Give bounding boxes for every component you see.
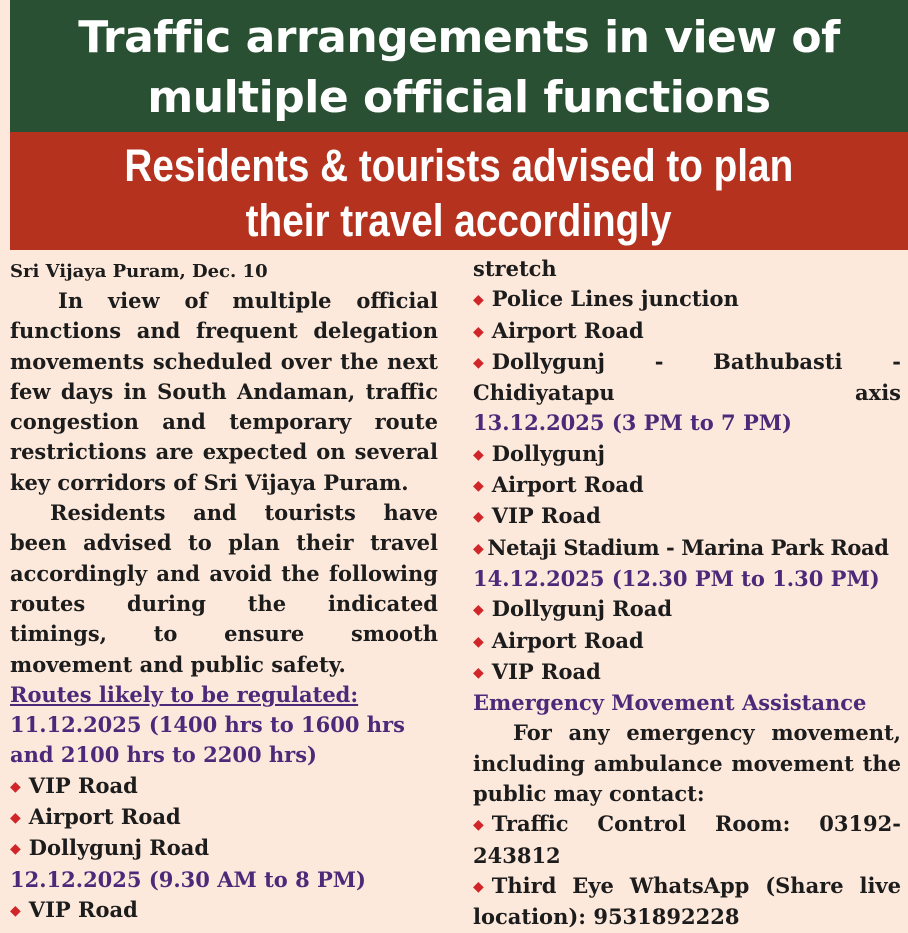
- red-diamond-icon: ◆: [473, 633, 484, 650]
- red-diamond-icon: ◆: [10, 902, 21, 919]
- route-item: ◆ Dollygunj - Bathubasti - Chidiyatapu axis: [473, 348, 901, 406]
- paragraph-2: Residents and tourists have been advised to plan their travel accordingly and avoid the following routes during the indicated timings, to ensure smooth movement and public safety.: [10, 500, 438, 677]
- schedule-date-4: 14.12.2025 (12.30 PM to 1.30 PM): [473, 565, 880, 591]
- schedule-date-3: 13.12.2025 (3 PM to 7 PM): [473, 410, 792, 436]
- route-item: ◆ Police Lines junction: [473, 284, 901, 315]
- route-item: ◆ Dollygunj Road: [473, 594, 901, 625]
- subheadline-line1: Residents & tourists advised to plan: [124, 140, 794, 191]
- route-item: ◆ Dollygunj Road: [10, 833, 438, 864]
- red-diamond-icon: ◆: [473, 478, 484, 495]
- routes-heading: Routes likely to be regulated:: [10, 681, 359, 707]
- route-item: ◆ Netaji Stadium - Marina Park Road: [473, 533, 901, 564]
- red-diamond-icon: ◆: [473, 878, 484, 895]
- route-item: ◆ Airport Road: [473, 470, 901, 501]
- route-item: ◆ Airport Road: [10, 802, 438, 833]
- route-vip-road-stretch-part2: stretch: [473, 256, 557, 281]
- red-diamond-icon: ◆: [473, 354, 484, 371]
- subheadline-banner: [10, 132, 908, 250]
- red-diamond-icon: ◆: [473, 323, 484, 340]
- route-item: ◆ Airport Road: [473, 316, 901, 347]
- contact-item: ◆ Third Eye WhatsApp (Share live location): 9531892228: [473, 872, 901, 930]
- red-diamond-icon: ◆: [473, 446, 484, 463]
- headline-line2: multiple official functions: [147, 72, 771, 123]
- contact-item: ◆ Traffic Control Room: 03192-243812: [473, 811, 901, 868]
- red-diamond-icon: ◆: [473, 540, 484, 557]
- red-diamond-icon: ◆: [10, 841, 21, 858]
- route-item: ◆ Airport Road: [473, 626, 901, 657]
- red-diamond-icon: ◆: [10, 778, 21, 795]
- route-item: ◆ VIP Road: [473, 501, 901, 532]
- emergency-heading: Emergency Movement Assistance: [473, 690, 867, 716]
- dateline: Sri Vijaya Puram, Dec. 10: [10, 261, 268, 282]
- route-vip-road-stretch-part1: VIP Road: [28, 896, 138, 922]
- red-diamond-icon: ◆: [473, 817, 484, 834]
- route-item: ◆ Dollygunj: [473, 439, 901, 470]
- red-diamond-icon: ◆: [473, 602, 484, 619]
- red-diamond-icon: ◆: [473, 664, 484, 681]
- red-diamond-icon: ◆: [473, 509, 484, 526]
- route-item: [10, 895, 438, 926]
- red-diamond-icon: ◆: [10, 810, 21, 827]
- emergency-text: For any emergency movement, including ambulance movement the public may contact:: [473, 720, 901, 807]
- schedule-date-1: 11.12.2025 (1400 hrs to 1600 hrs and 2100 hrs to 2200 hrs): [10, 712, 405, 768]
- right-column: [473, 258, 901, 933]
- left-column: [10, 258, 438, 926]
- red-diamond-icon: ◆: [473, 292, 484, 309]
- schedule-date-2: 12.12.2025 (9.30 AM to 8 PM): [10, 866, 366, 892]
- headline-banner: [10, 0, 908, 132]
- subheadline-line2: their travel accordingly: [246, 195, 672, 246]
- route-item: ◆ VIP Road: [10, 771, 438, 802]
- paragraph-1: In view of multiple official functions and frequent delegation movements scheduled over the next few days in South Andaman, traffic congestion and temporary route restrictions are expected on several key corridors of Sri Vijaya Puram.: [10, 288, 438, 495]
- headline-line1: Traffic arrangements in view of: [78, 12, 840, 63]
- route-item: ◆ VIP Road: [473, 657, 901, 688]
